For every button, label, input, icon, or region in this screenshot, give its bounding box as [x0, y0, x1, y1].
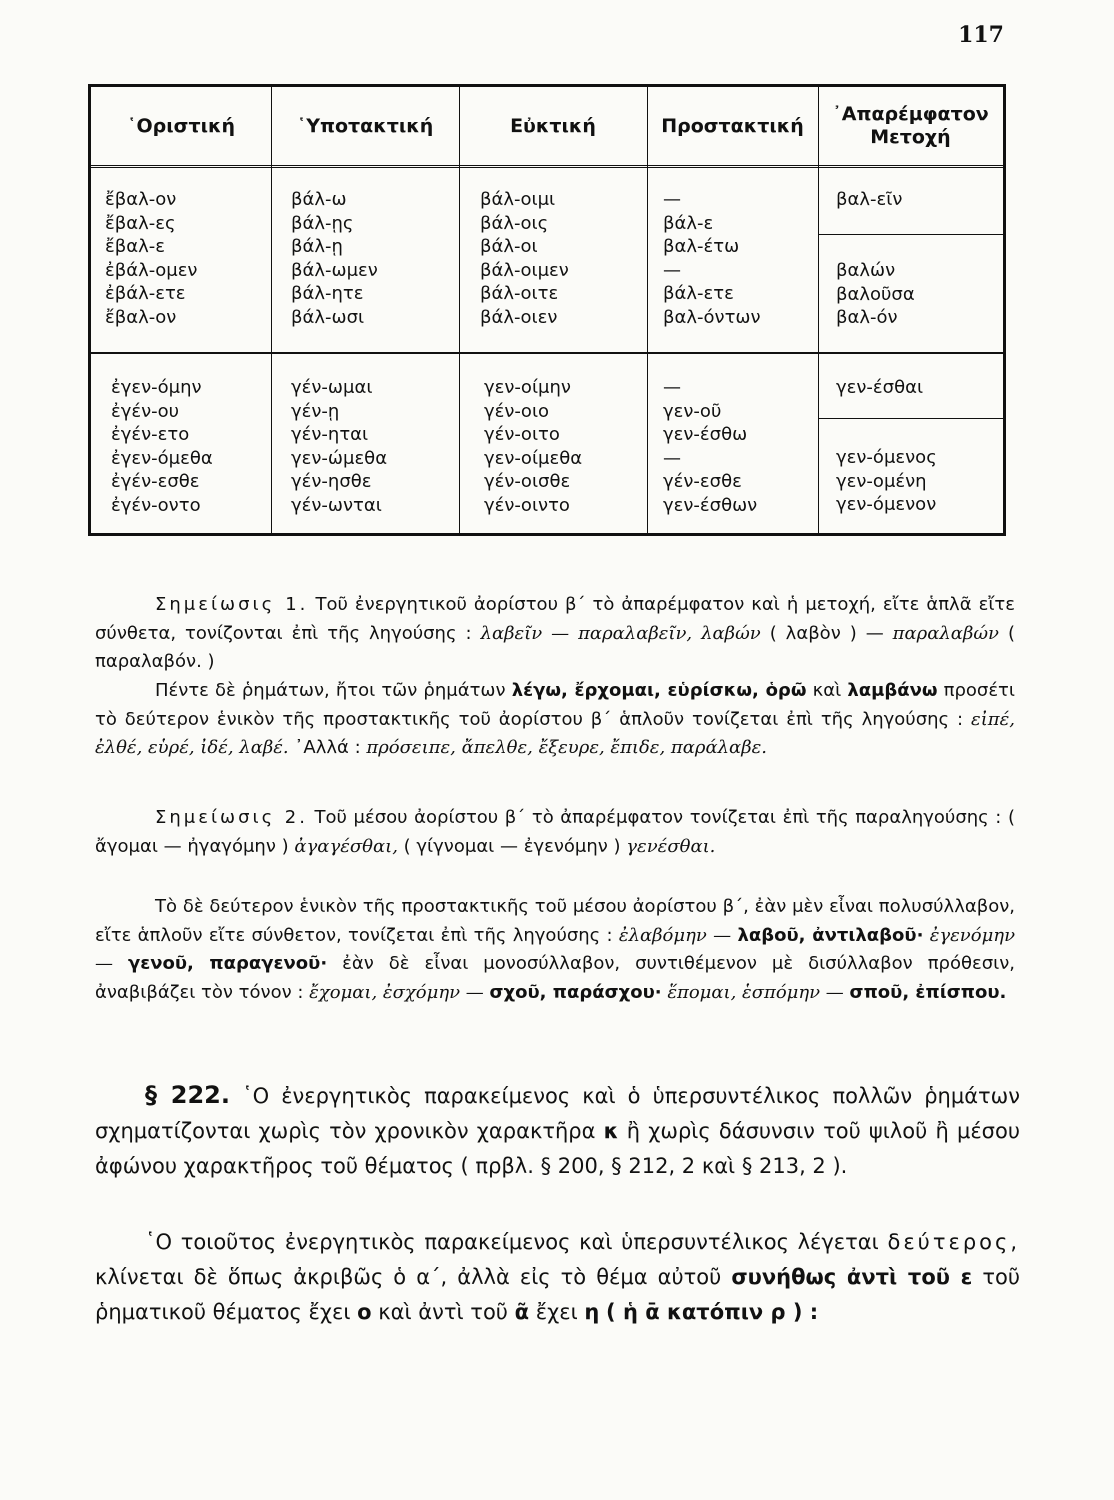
middle-infinitive: γεν-έσθαι: [836, 377, 924, 398]
section-222-paragraph-2: ῾Ο τοιοῦτος ἐνεργητικὸς παρακείμενος καὶ ὑπερσυντέλικος λέγεται δεύτερος, κλίνεται δὲ ὅπως ἀκριβῶς ὁ α΄, ἀλλὰ εἰς τὸ θέμα αὐτοῦ συνήθως ἀντὶ τοῦ ε τοῦ ῥηματικοῦ θέματος ἔχει ο καὶ ἀντὶ τοῦ ᾶ ἔχει η ( ἡ ᾱ κατόπιν ρ ) :: [95, 1230, 1020, 1324]
cell-divider: [818, 234, 1006, 235]
note-1: Σημείωσις 1. Τοῦ ἐνεργητικοῦ ἀορίστου β΄ τὸ ἀπαρέμφατον καὶ ἡ μετοχή, εἴτε ἁπλᾶ εἴτε σύνθετα, τονίζονται ἐπὶ τῆς ληγούσης : λαβεῖν — παραλαβεῖν, λαβών ( λαβὸν ) — παραλαβών ( παραλαβόν. ): [95, 594, 1015, 672]
note-2: Σημείωσις 2. Τοῦ μέσου ἀορίστου β΄ τὸ ἀπαρέμφατον τονίζεται ἐπὶ τῆς παραληγούσης : ( ἄγομαι — ἠγαγόμην ) ἀγαγέσθαι, ( γίγνομαι — ἐγενόμην ) γενέσθαι.: [95, 807, 1015, 857]
middle-participle: γεν-όμενος γεν-ομένη γεν-όμενον: [836, 447, 937, 515]
middle-subjunctive: γέν-ωμαι γέν-ῃ γέν-ηται γεν-ώμεθα γέν-ησθε γέν-ωνται: [291, 377, 388, 516]
section-number: § 222.: [145, 1081, 230, 1109]
header-infinitive-participle: ᾿Απαρέμφατον Μετοχή: [832, 103, 989, 148]
middle-optative: γεν-οίμην γέν-οιο γέν-οιτο γεν-οίμεθα γέν-οισθε γέν-οιντο: [484, 377, 583, 516]
header-indicative: ῾Οριστική: [126, 114, 235, 137]
header-optative: Εὐκτική: [510, 114, 596, 137]
active-subjunctive: βάλ-ω βάλ-ῃς βάλ-ῃ βάλ-ωμεν βάλ-ητε βάλ-ωσι: [291, 189, 378, 328]
active-participle: βαλών βαλοῦσα βαλ-όν: [836, 260, 915, 328]
header-imperative: Προστακτική: [661, 114, 804, 137]
middle-imperative: — γεν-οῦ γεν-έσθω — γέν-εσθε γεν-έσθων: [663, 377, 758, 516]
imperative-paragraph: Τὸ δὲ δεύτερον ἑνικὸν τῆς προστακτικῆς τοῦ μέσου ἀορίστου β΄, ἐὰν μὲν εἶναι πολυσύλλαβον, εἴτε ἁπλοῦν εἴτε σύνθετον, τονίζεται ἐπὶ τῆς ληγούσης : ἐλαβόμην — λαβοῦ, ἀντιλαβοῦ· ἐγενόμην — γενοῦ, παραγενοῦ· ἐὰν δὲ εἶναι μονοσύλλαβον, συντιθέμενον μὲ δισύλλαβον πρόθεσιν, ἀναβιβάζει τὸν τόνον : ἔχομαι, ἐσχόμην — σχοῦ, παράσχου· ἕπομαι, ἑσπόμην — σποῦ, ἐπίσπου.: [95, 896, 1016, 1003]
cell-divider: [818, 418, 1006, 419]
middle-indicative: ἐγεν-όμην ἐγέν-ου ἐγέν-ετο ἐγεν-όμεθα ἐγέν-εσθε ἐγέν-οντο: [111, 377, 213, 516]
active-optative: βάλ-οιμι βάλ-οις βάλ-οι βάλ-οιμεν βάλ-οιτε βάλ-οιεν: [480, 189, 569, 328]
conjugation-table: [88, 84, 1006, 536]
page-number: 117: [958, 22, 1004, 48]
header-subjunctive: ῾Υποτακτική: [296, 114, 434, 137]
active-indicative: ἔβαλ-ον ἔβαλ-ες ἔβαλ-ε ἐβάλ-ομεν ἐβάλ-ετε ἔβαλ-ον: [105, 189, 198, 328]
block-separator: [91, 352, 1003, 354]
five-verbs-paragraph: Πέντε δὲ ῥημάτων, ἤτοι τῶν ῥημάτων λέγω, ἔρχομαι, εὑρίσκω, ὁρῶ καὶ λαμβάνω προσέτι τὸ δεύτερον ἑνικὸν τῆς προστακτικῆς τοῦ ἀορίστου β΄ ἁπλοῦν τονίζεται ἐπὶ τῆς ληγούσης : εἰπέ, ἐλθέ, εὑρέ, ἰδέ, λαβέ. ᾿Αλλά : πρόσειπε, ἄπελθε, ἔξευρε, ἔπιδε, παράλαβε.: [95, 680, 1015, 758]
section-222: § 222. ῾Ο ἐνεργητικὸς παρακείμενος καὶ ὁ ὑπερσυντέλικος πολλῶν ῥημάτων σχηματίζονται χωρὶς τὸν χρονικὸν χαρακτῆρα κ ἢ χωρὶς δάσυνσιν τοῦ ψιλοῦ ἢ μέσου ἀφώνου χαρακτῆρος τοῦ θέματος ( πρβλ. § 200, § 212, 2 καὶ § 213, 2 ).: [95, 1081, 1020, 1178]
active-imperative: — βάλ-ε βαλ-έτω — βάλ-ετε βαλ-όντων: [663, 189, 761, 328]
active-infinitive: βαλ-εῖν: [836, 189, 903, 210]
